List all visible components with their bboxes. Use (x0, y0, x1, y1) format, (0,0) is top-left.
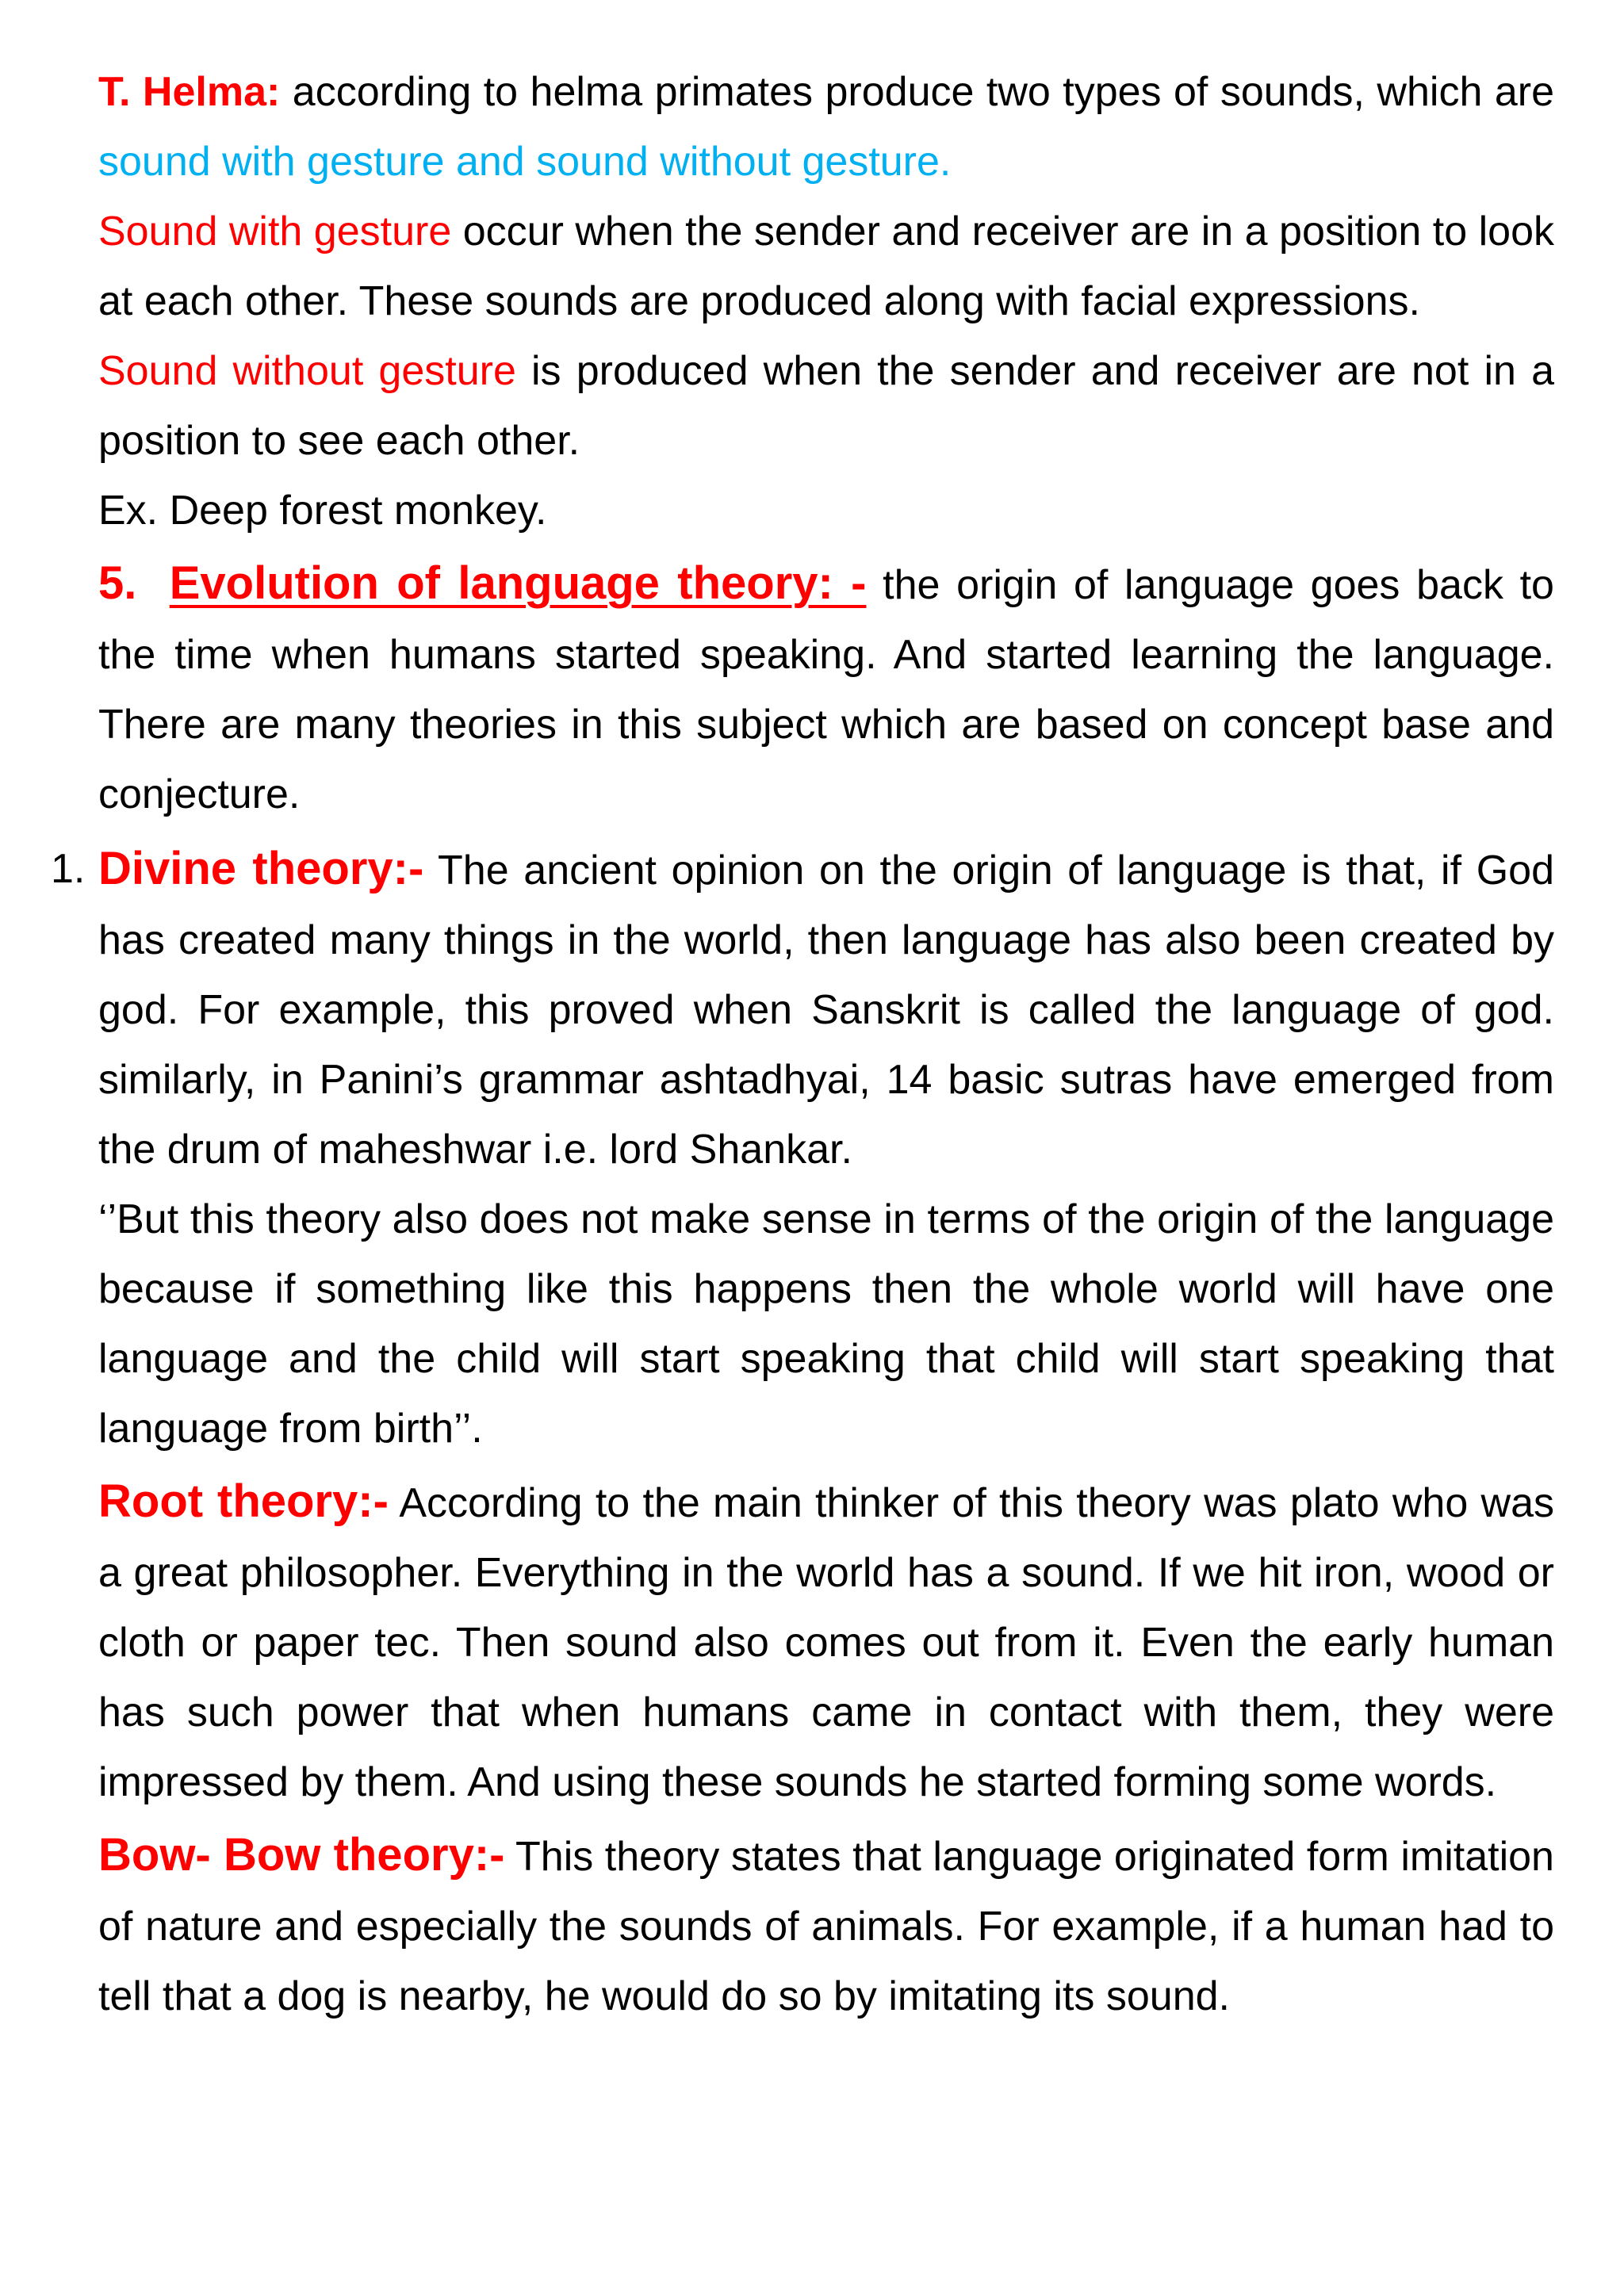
divine-text: The ancient opinion on the origin of language is that, if God has created many things in the world, then language has also been created by god. For example, this proved when Sanskrit is called the language of god. similarly, in Panini’s grammar ashtadhyai, 14 basic sutras have emerged from the drum of maheshwar i.e. lord Shankar. (98, 848, 1554, 1173)
root-paragraph (98, 1467, 1554, 1817)
sound-without-gesture-text: is produced when the sender and receiver are not in a position to see each other. (98, 348, 1554, 464)
bow-bow-heading: Bow- Bow theory:- (98, 1829, 505, 1881)
evolution-paragraph (98, 549, 1554, 829)
bow-bow-paragraph (98, 1820, 1554, 2031)
root-text: According to the main thinker of this theory was plato who was a great philosopher. Everything in the world has a sound. If we hit iron, wood or cloth or paper tec. Then sound also comes out from it. Even the early human has such power that when humans came in contact with them, they were impressed by them. And using these sounds he started forming some words. (98, 1480, 1555, 1805)
helma-label: T. Helma: (98, 69, 281, 115)
example-text: Ex. Deep forest monkey. (98, 488, 547, 534)
evolution-text: the origin of language goes back to the time when humans started speaking. And started learning the language. There are many theories in this subject which are based on concept base and conjecture. (98, 562, 1554, 817)
sound-with-gesture-paragraph (98, 197, 1554, 336)
root-heading: Root theory:- (98, 1475, 389, 1527)
example-paragraph (98, 476, 1554, 545)
helma-types-phrase: sound with gesture and sound without gesture. (98, 139, 952, 185)
bow-bow-text: This theory states that language originated form imitation of nature and especially the sounds of animals. For example, if a human had to tell that a dog is nearby, he would do so by imitating its sound. (98, 1834, 1554, 2019)
sound-with-gesture-text: occur when the sender and receiver are in a position to look at each other. These sounds are produced along with facial expressions. (98, 209, 1554, 324)
divine-quote-paragraph (98, 1184, 1554, 1464)
helma-paragraph (98, 57, 1554, 197)
evolution-number: 5. (98, 557, 137, 609)
divine-paragraph (51, 834, 1554, 1184)
divine-list-number: 1. (51, 846, 86, 892)
evolution-heading: Evolution of language theory: - (169, 557, 867, 609)
divine-quote: ‘’But this theory also does not make sense in terms of the origin of the language because if something like this happens then the whole world will have one language and the child will start speaking that child will start speaking that language from birth’’. (98, 1196, 1554, 1452)
helma-text: according to helma primates produce two types of sounds, which are (280, 69, 1554, 115)
divine-heading: Divine theory:- (98, 843, 424, 894)
sound-without-gesture-paragraph (98, 336, 1554, 476)
sound-with-gesture-label: Sound with gesture (98, 209, 452, 254)
document-page (51, 57, 1555, 2031)
sound-without-gesture-label: Sound without gesture (98, 348, 516, 394)
